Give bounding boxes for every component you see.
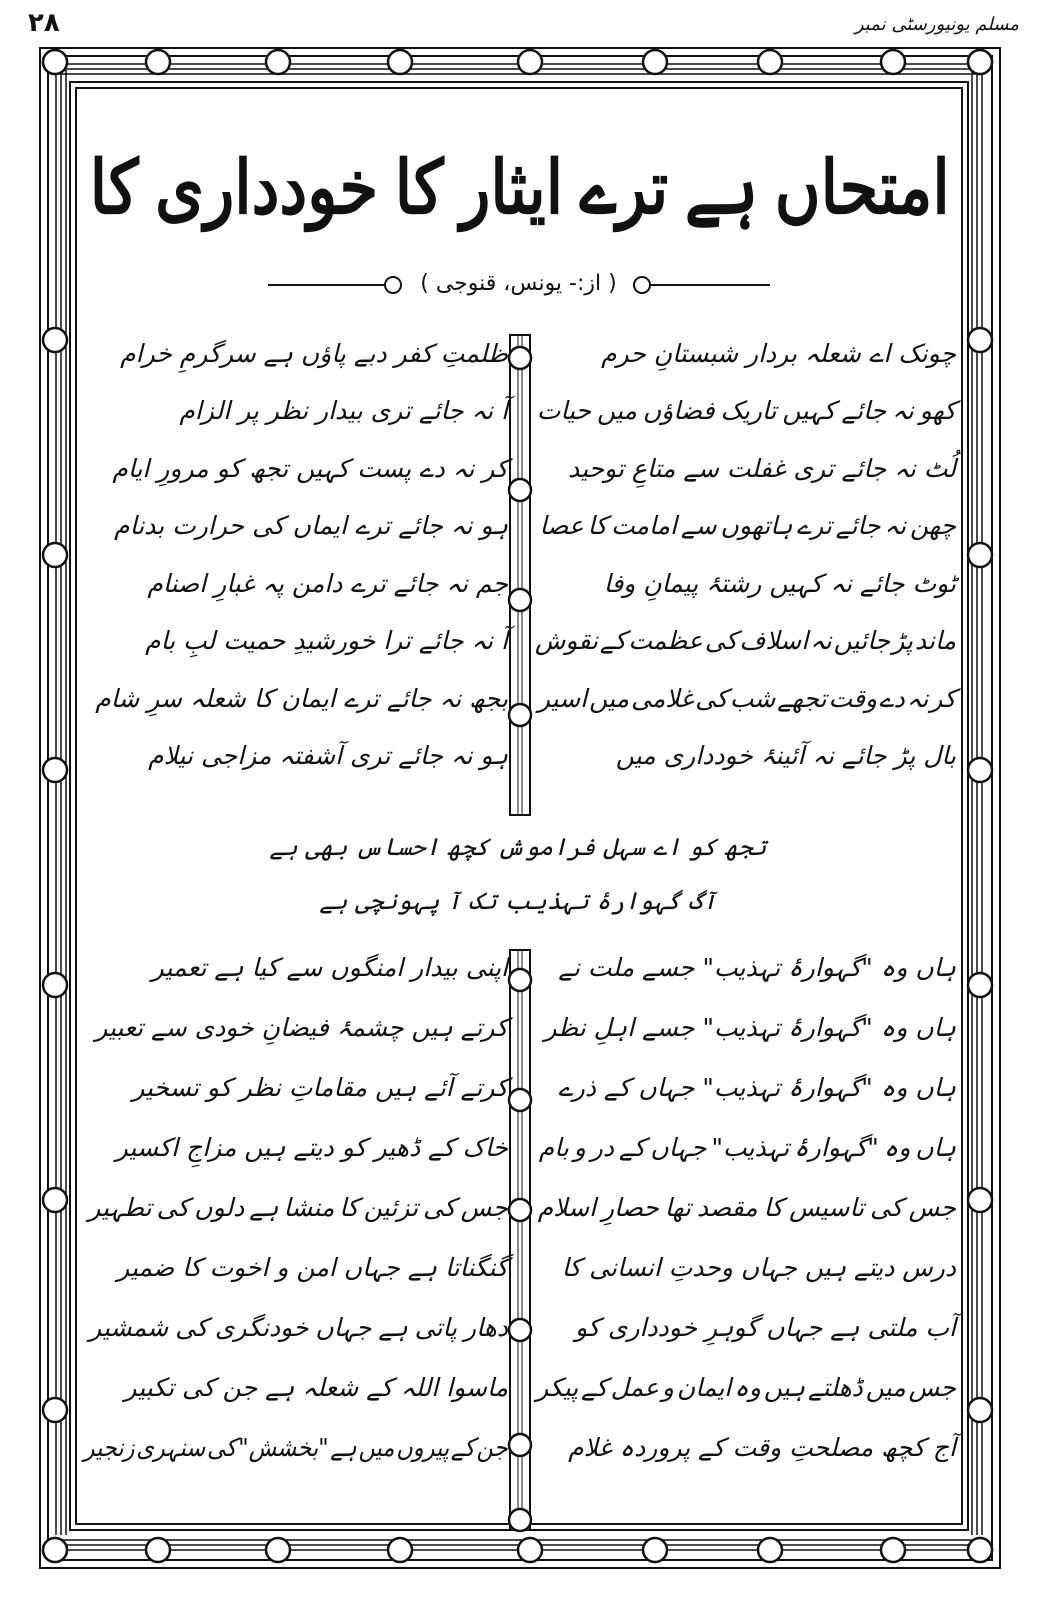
verse-text: آگ گہوارۂ تہذیب تک آ پہونچی ہے <box>319 887 717 915</box>
verse-text: کر نہ دے پست کہیں تجھ کو مرورِ ایام <box>112 453 508 483</box>
verse-left <box>84 1251 508 1285</box>
verse-row <box>84 670 956 728</box>
verse-right <box>532 567 956 601</box>
divider-circle-ornament <box>509 1509 531 1531</box>
verse-left <box>84 567 508 601</box>
poem-byline: ( از:- یونس، قنوجی ) <box>420 271 617 296</box>
verse-text: جم نہ جائے ترے دامن پہ غبارِ اصنام <box>147 568 508 598</box>
verse-text: ماسوا اللہ کے شعلہ ہے جن کی تکبیر <box>124 1373 508 1402</box>
verse-left <box>84 1431 508 1465</box>
verse-text: امتحاں ہے ترے ایثار کا خودداری کا <box>90 145 950 231</box>
verse-row <box>84 325 956 383</box>
verse-text: ہاں وہ "گہوارۂ تہذیب" جہاں کے ذرے <box>558 1073 956 1102</box>
verse-text: کھو نہ جائے کہیں تاریک فضاؤں میں حیات <box>536 396 956 426</box>
verse-right <box>532 1431 956 1465</box>
middle-verse-2 <box>118 884 918 918</box>
verse-right <box>532 1131 956 1165</box>
verse-row <box>84 1058 956 1118</box>
frame-circle-ornament <box>43 50 67 74</box>
frame-circle-ornament <box>968 1188 992 1212</box>
frame-circle-ornament <box>388 50 412 74</box>
verse-row <box>84 1298 956 1358</box>
frame-circle-ornament <box>518 50 542 74</box>
verse-row <box>84 1358 956 1418</box>
verse-row <box>84 1178 956 1238</box>
verse-text: کر نہ دے وقت تجھے شب کی غلامی میں اسیر <box>537 683 956 713</box>
verse-text: جس کی تاسیس کا مقصد تھا حصارِ اسلام <box>537 1193 956 1222</box>
verse-text: کرتے ہیں چشمۂ فیضانِ خودی سے تعبیر <box>95 1013 508 1042</box>
verse-left <box>84 1191 508 1225</box>
verse-text: جن کے پیروں میں ہے "بخشش" کی سنہری زنجیر <box>84 1433 508 1462</box>
verse-left <box>84 394 508 428</box>
verse-right <box>532 337 956 371</box>
verse-right <box>532 1371 956 1405</box>
verse-text: آ نہ جائے تری بیدار نظر پر الزام <box>179 396 508 426</box>
verse-text: لُٹ نہ جائے تری غفلت سے متاعِ توحید <box>567 453 956 483</box>
verse-text: تجھ کو اے سہل فراموش کچھ احساس بھی ہے <box>269 833 767 861</box>
verse-left <box>84 1311 508 1345</box>
frame-circle-ornament <box>146 50 170 74</box>
verse-row <box>84 1238 956 1298</box>
verse-right <box>532 624 956 658</box>
verse-row <box>84 1418 956 1478</box>
verse-text: بال پڑ جائے نہ آئینۂ خودداری میں <box>615 741 956 771</box>
verse-text: جس کی تزئین کا منشا ہے دلوں کی تطہیر <box>88 1193 508 1222</box>
verse-left <box>84 1071 508 1105</box>
verse-left <box>84 1371 508 1405</box>
frame-circle-ornament <box>643 50 667 74</box>
verse-text: ہو نہ جائے تری آشفتہ مزاجی نیلام <box>148 741 508 771</box>
verse-right <box>532 739 956 773</box>
frame-circle-ornament <box>43 1538 67 1562</box>
frame-circle-ornament <box>388 1538 412 1562</box>
frame-circle-ornament <box>43 973 67 997</box>
verse-right <box>532 509 956 543</box>
verse-left <box>84 951 508 985</box>
frame-circle-ornament <box>43 543 67 567</box>
verse-right <box>532 1011 956 1045</box>
verse-left <box>84 452 508 486</box>
verse-row <box>84 938 956 998</box>
verse-text: درس دیتے ہیں جہاں وحدتِ انسانی کا <box>561 1253 956 1282</box>
verse-text: آب ملتی ہے جہاں گوہرِ خودداری کو <box>575 1313 956 1342</box>
verse-text: گنگناتا ہے جہاں امن و اخوت کا ضمیر <box>117 1253 508 1282</box>
verse-text: چھن نہ جائے ترے ہاتھوں سے امامت کا عصا <box>539 511 956 541</box>
frame-circle-ornament <box>968 543 992 567</box>
frame-circle-ornament <box>881 50 905 74</box>
frame-circle-ornament <box>968 1398 992 1422</box>
running-head: مسلم یونیورسٹی نمبر <box>854 14 1019 35</box>
verse-row <box>84 613 956 671</box>
frame-circle-ornament <box>968 973 992 997</box>
verse-row <box>84 440 956 498</box>
frame-circle-ornament <box>518 1538 542 1562</box>
verse-right <box>532 1071 956 1105</box>
verse-text: ہو نہ جائے ترے ایماں کی حرارت بدنام <box>114 511 508 541</box>
frame-circle-ornament <box>43 758 67 782</box>
stanza-1 <box>84 325 956 785</box>
middle-verse-1 <box>118 830 918 864</box>
poem-title <box>90 118 950 258</box>
verse-text: ہاں وہ "گہوارۂ تہذیب" جہاں کے در و بام <box>538 1133 956 1162</box>
page-number: ۲۸ <box>28 8 60 38</box>
verse-text: اپنی بیدار امنگوں سے کیا ہے تعمیر <box>151 953 508 982</box>
frame-circle-ornament <box>146 1538 170 1562</box>
verse-text: بجھ نہ جائے ترے ایمان کا شعلہ سرِ شام <box>95 683 508 713</box>
frame-circle-ornament <box>266 1538 290 1562</box>
frame-circle-ornament <box>43 1398 67 1422</box>
verse-text: کرتے آئے ہیں مقاماتِ نظر کو تسخیر <box>132 1073 508 1102</box>
verse-left <box>84 624 508 658</box>
verse-text: دھار پاتی ہے جہاں خودنگری کی شمشیر <box>89 1313 508 1342</box>
verse-right <box>532 1191 956 1225</box>
verse-left <box>84 739 508 773</box>
verse-row <box>84 1118 956 1178</box>
verse-row <box>84 998 956 1058</box>
verse-text: ہاں وہ "گہوارۂ تہذیب" جسے ملت نے <box>558 953 956 982</box>
frame-circle-ornament <box>968 1538 992 1562</box>
verse-left <box>84 1131 508 1165</box>
verse-left <box>84 1011 508 1045</box>
verse-left <box>84 509 508 543</box>
verse-row <box>84 728 956 786</box>
verse-right <box>532 1311 956 1345</box>
frame-circle-ornament <box>968 758 992 782</box>
verse-text: چونک اے شعلہ بردار شبستانِ حرم <box>601 338 956 368</box>
verse-row <box>84 498 956 556</box>
frame-circle-ornament <box>758 1538 782 1562</box>
frame-circle-ornament <box>43 328 67 352</box>
verse-row <box>84 555 956 613</box>
verse-right <box>532 682 956 716</box>
verse-text: آ نہ جائے ترا خورشیدِ حمیت لبِ بام <box>145 626 508 656</box>
frame-circle-ornament <box>881 1538 905 1562</box>
verse-text: ٹوٹ جائے نہ کہیں رشتۂ پیمانِ وفا <box>603 568 956 598</box>
frame-circle-ornament <box>968 328 992 352</box>
stanza-2 <box>84 938 956 1478</box>
verse-left <box>84 682 508 716</box>
verse-left <box>84 337 508 371</box>
verse-row <box>84 383 956 441</box>
verse-text: جس میں ڈھلتے ہیں وہ ایمان و عمل کے پیکر <box>536 1373 956 1402</box>
verse-right <box>532 951 956 985</box>
verse-text: آج کچھ مصلحتِ وقت کے پروردہ غلام <box>568 1433 956 1462</box>
verse-text: ہاں وہ "گہوارۂ تہذیب" جسے اہلِ نظر <box>544 1013 956 1042</box>
verse-text: ظلمتِ کفر دبے پاؤں ہے سرگرمِ خرام <box>120 338 508 368</box>
frame-circle-ornament <box>758 50 782 74</box>
frame-circle-ornament <box>643 1538 667 1562</box>
frame-circle-ornament <box>43 1188 67 1212</box>
verse-right <box>532 1251 956 1285</box>
frame-circle-ornament <box>968 50 992 74</box>
verse-right <box>532 394 956 428</box>
frame-circle-ornament <box>266 50 290 74</box>
verse-text: خاک کے ڈھیر کو دیتے ہیں مزاجِ اکسیر <box>115 1133 508 1162</box>
verse-right <box>532 452 956 486</box>
verse-text: ماند پڑ جائیں نہ اسلاف کی عظمت کے نقوش <box>534 626 956 656</box>
